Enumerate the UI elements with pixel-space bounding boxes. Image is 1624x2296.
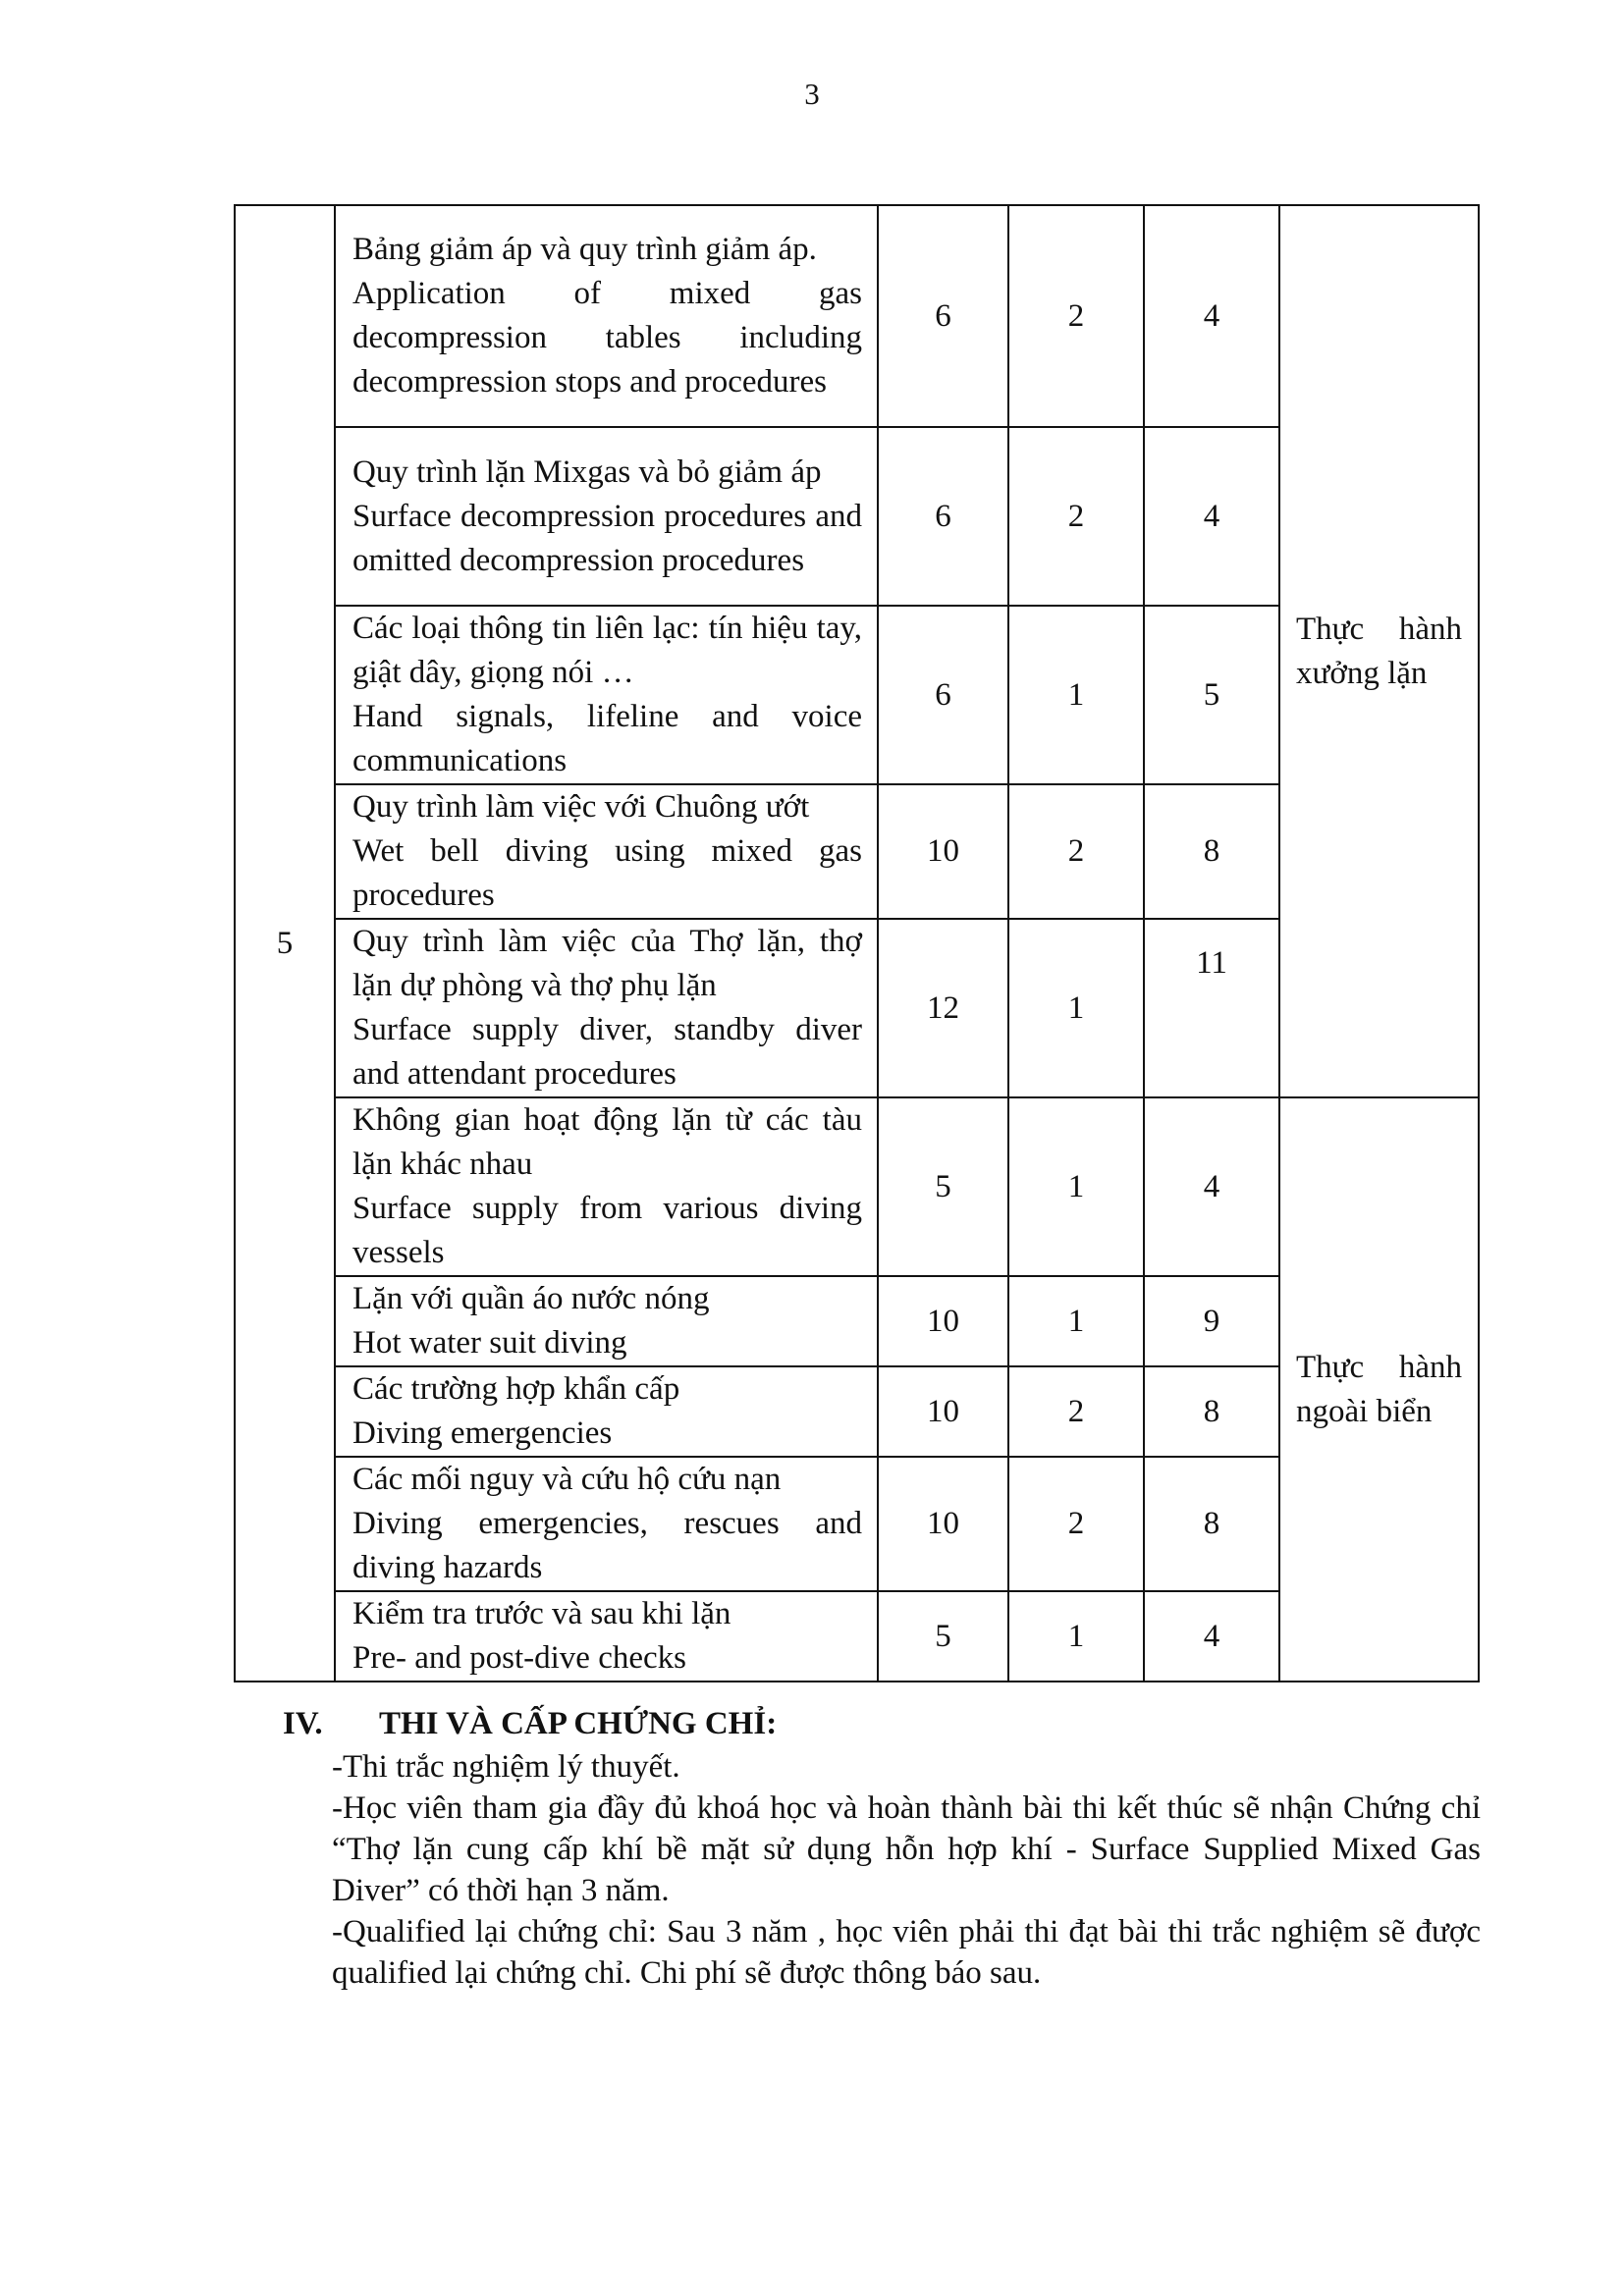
- total-hours-cell: 12: [878, 919, 1008, 1097]
- paragraph: -Thi trắc nghiệm lý thuyết.: [332, 1749, 680, 1785]
- topic-cell: [335, 1591, 878, 1682]
- practice-hours-cell: 4: [1144, 1591, 1279, 1682]
- practice-hours-cell: 4: [1144, 1097, 1279, 1276]
- section-heading: [283, 1703, 1481, 1744]
- section-title: THI VÀ CẤP CHỨNG CHỈ:: [379, 1706, 778, 1741]
- total-hours-cell: 6: [878, 427, 1008, 606]
- table-row: [235, 205, 1479, 427]
- section-number: IV.: [283, 1706, 323, 1741]
- practice-hours-cell: 4: [1144, 205, 1279, 427]
- topic-vi: Không gian hoạt động lặn từ các tàu lặn khác nhau: [352, 1102, 862, 1182]
- total-hours-cell: 6: [878, 205, 1008, 427]
- topic-cell: [335, 1457, 878, 1591]
- topic-cell: [335, 1276, 878, 1366]
- total-hours-cell: 10: [878, 784, 1008, 919]
- practice-hours-cell: 9: [1144, 1276, 1279, 1366]
- topic-en: Surface supply from various diving vessels: [352, 1191, 862, 1270]
- theory-hours-cell: 1: [1008, 1591, 1144, 1682]
- page-number: 3: [804, 77, 820, 111]
- theory-hours-cell: 1: [1008, 919, 1144, 1097]
- practice-hours-cell: 8: [1144, 784, 1279, 919]
- total-hours-cell: 10: [878, 1457, 1008, 1591]
- group-index-cell: 5: [235, 205, 335, 1682]
- section-body: [332, 1746, 1481, 1994]
- total-hours-cell: 5: [878, 1591, 1008, 1682]
- workshop-practice-note: Thực hành xưởng lặn: [1279, 205, 1479, 1097]
- theory-hours-cell: 2: [1008, 427, 1144, 606]
- topic-cell: [335, 427, 878, 606]
- paragraph: -Học viên tham gia đầy đủ khoá học và hoàn thành bài thi kết thúc sẽ nhận Chứng chỉ “Thợ lặn cung cấp khí bề mặt sử dụng hỗn hợp khí - Surface Supplied Mixed Gas Diver” có thời hạn 3 năm.: [332, 1790, 1481, 1908]
- theory-hours-cell: 2: [1008, 1366, 1144, 1457]
- topic-cell: [335, 919, 878, 1097]
- practice-hours-cell: 8: [1144, 1366, 1279, 1457]
- practice-hours-cell: 5: [1144, 606, 1279, 784]
- course-table: [234, 204, 1480, 1682]
- topic-cell: [335, 205, 878, 427]
- topic-en: Application of mixed gas decompression tables including decompression stops and procedures: [352, 276, 862, 400]
- topic-vi: Các trường hợp khẩn cấp: [352, 1371, 680, 1407]
- topic-en: Hot water suit diving: [352, 1325, 627, 1361]
- table-row: [235, 1097, 1479, 1276]
- total-hours-cell: 5: [878, 1097, 1008, 1276]
- topic-cell: [335, 606, 878, 784]
- theory-hours-cell: 1: [1008, 606, 1144, 784]
- topic-vi: Các mối nguy và cứu hộ cứu nạn: [352, 1462, 782, 1497]
- theory-hours-cell: 2: [1008, 205, 1144, 427]
- topic-en: Hand signals, lifeline and voice communications: [352, 699, 862, 778]
- theory-hours-cell: 1: [1008, 1276, 1144, 1366]
- total-hours-cell: 6: [878, 606, 1008, 784]
- topic-cell: [335, 1366, 878, 1457]
- topic-vi: Quy trình làm việc của Thợ lặn, thợ lặn dự phòng và thợ phụ lặn: [352, 924, 862, 1003]
- practice-hours-cell: 8: [1144, 1457, 1279, 1591]
- sea-practice-note: Thực hành ngoài biển: [1279, 1097, 1479, 1682]
- topic-vi: Bảng giảm áp và quy trình giảm áp.: [352, 232, 817, 267]
- topic-vi: Các loại thông tin liên lạc: tín hiệu tay, giật dây, giọng nói …: [352, 611, 862, 690]
- topic-cell: [335, 784, 878, 919]
- topic-en: Diving emergencies: [352, 1415, 613, 1451]
- topic-en: Surface supply diver, standby diver and attendant procedures: [352, 1012, 862, 1092]
- topic-en: Wet bell diving using mixed gas procedures: [352, 833, 862, 913]
- total-hours-cell: 10: [878, 1276, 1008, 1366]
- topic-en: Diving emergencies, rescues and diving hazards: [352, 1506, 862, 1585]
- topic-vi: Lặn với quần áo nước nóng: [352, 1281, 710, 1316]
- topic-vi: Quy trình làm việc với Chuông ướt: [352, 789, 810, 825]
- practice-hours-cell: 4: [1144, 427, 1279, 606]
- practice-hours-cell: 11: [1144, 919, 1279, 1097]
- topic-vi: Kiểm tra trước và sau khi lặn: [352, 1596, 731, 1631]
- total-hours-cell: 10: [878, 1366, 1008, 1457]
- theory-hours-cell: 2: [1008, 1457, 1144, 1591]
- topic-en: Surface decompression procedures and omitted decompression procedures: [352, 498, 862, 578]
- theory-hours-cell: 2: [1008, 784, 1144, 919]
- paragraph: -Qualified lại chứng chỉ: Sau 3 năm , học viên phải thi đạt bài thi trắc nghiệm sẽ được qualified lại chứng chỉ. Chi phí sẽ được thông báo sau.: [332, 1914, 1481, 1991]
- topic-cell: [335, 1097, 878, 1276]
- theory-hours-cell: 1: [1008, 1097, 1144, 1276]
- topic-vi: Quy trình lặn Mixgas và bỏ giảm áp: [352, 454, 822, 490]
- certification-section: [283, 1703, 1481, 1994]
- topic-en: Pre- and post-dive checks: [352, 1640, 686, 1676]
